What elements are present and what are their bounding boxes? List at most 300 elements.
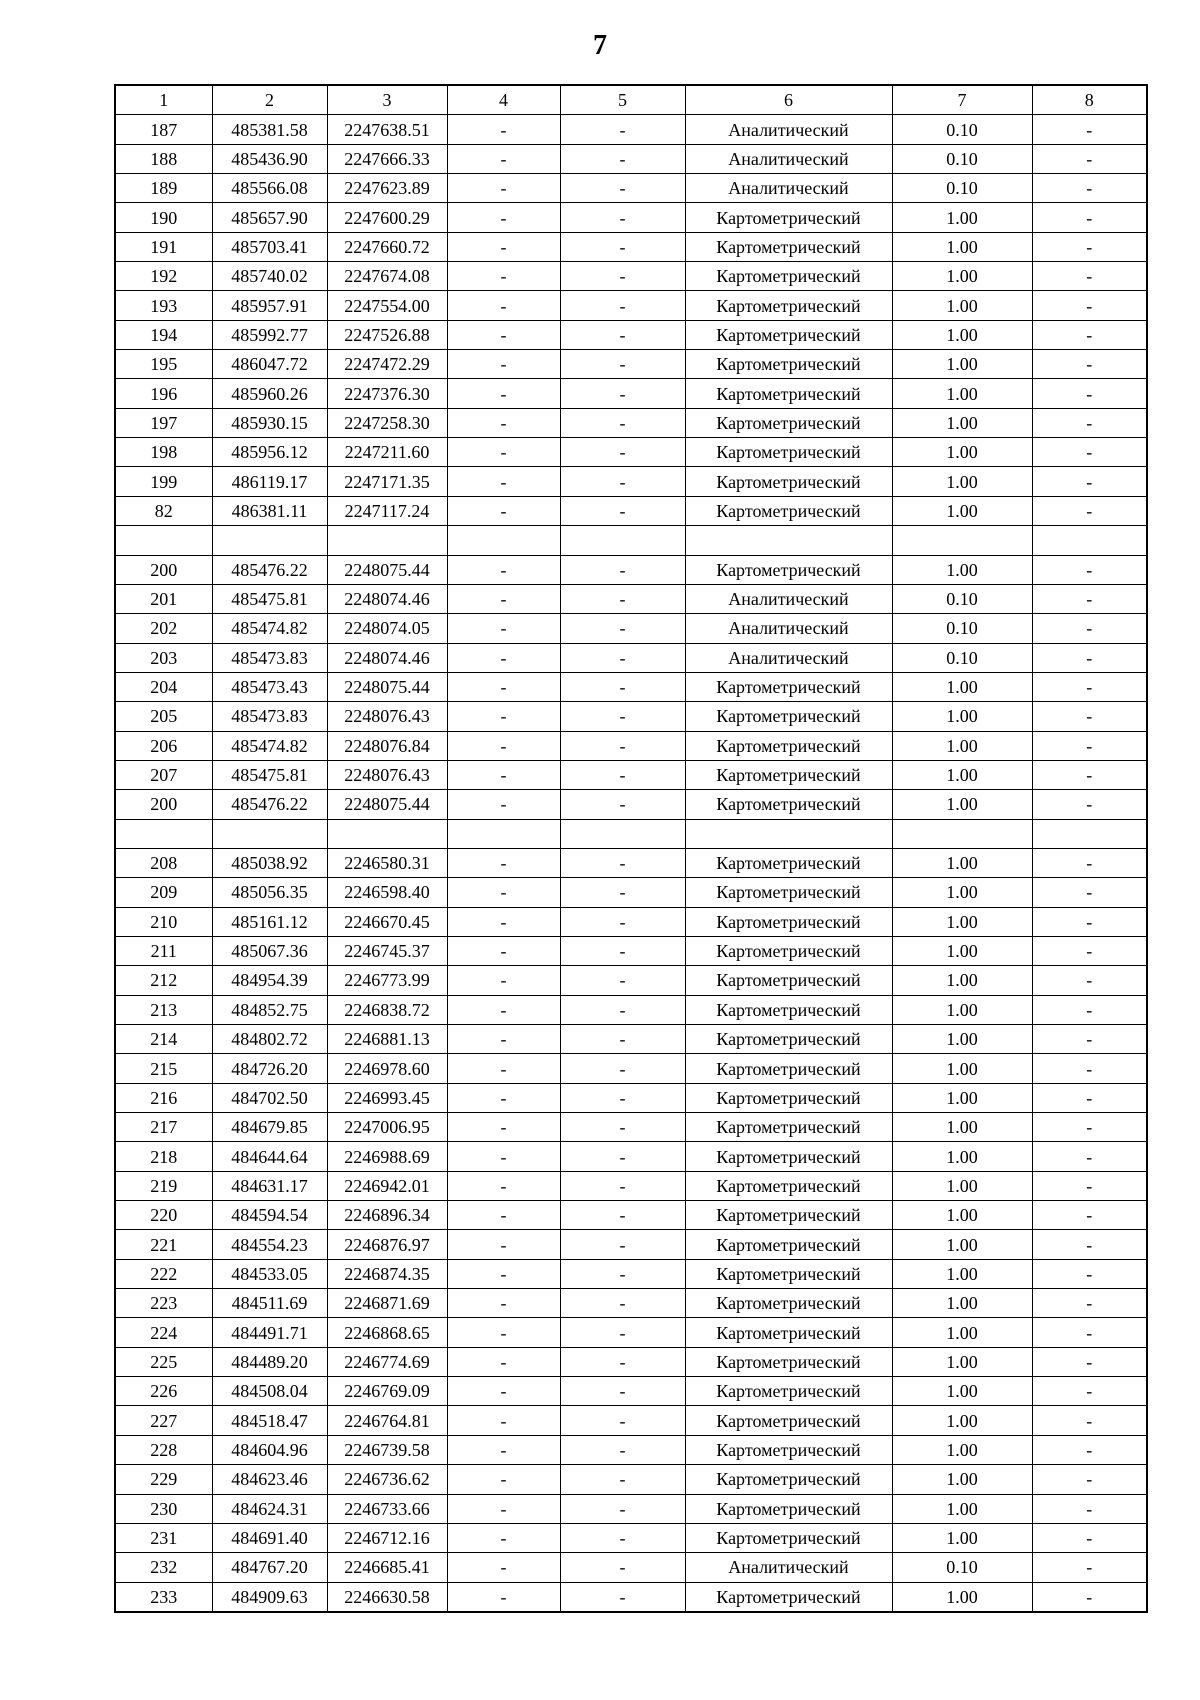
table-cell: -: [447, 760, 560, 789]
table-cell: -: [447, 1406, 560, 1435]
table-cell: -: [1032, 1494, 1147, 1523]
table-cell: -: [560, 995, 685, 1024]
table-cell: Картометрический: [685, 1054, 892, 1083]
table-cell: Картометрический: [685, 232, 892, 261]
table-cell: 1.00: [892, 1142, 1032, 1171]
table-cell: -: [1032, 438, 1147, 467]
table-cell: -: [1032, 467, 1147, 496]
table-cell: -: [1032, 350, 1147, 379]
table-cell: 484533.05: [212, 1259, 327, 1288]
table-cell: 217: [115, 1113, 212, 1142]
table-cell: 485566.08: [212, 174, 327, 203]
table-cell: 484702.50: [212, 1083, 327, 1112]
table-cell: 2246685.41: [327, 1553, 447, 1582]
table-cell: -: [560, 584, 685, 613]
table-cell: [1032, 526, 1147, 555]
table-cell: Картометрический: [685, 1025, 892, 1054]
table-cell: 484691.40: [212, 1523, 327, 1552]
table-cell: -: [1032, 320, 1147, 349]
table-cell: 2247526.88: [327, 320, 447, 349]
table-cell: -: [1032, 1259, 1147, 1288]
table-cell: 222: [115, 1259, 212, 1288]
table-cell: 2246745.37: [327, 936, 447, 965]
table-cell: -: [1032, 1025, 1147, 1054]
table-cell: [212, 526, 327, 555]
table-cell: 188: [115, 144, 212, 173]
table-row: [115, 1553, 1147, 1582]
table-cell: -: [1032, 1289, 1147, 1318]
table-cell: 485956.12: [212, 438, 327, 467]
table-row: [115, 995, 1147, 1024]
table-cell: -: [1032, 1142, 1147, 1171]
table-cell: -: [560, 1435, 685, 1464]
table-cell: -: [447, 203, 560, 232]
table-cell: 213: [115, 995, 212, 1024]
table-row: [115, 1347, 1147, 1376]
table-row: [115, 1465, 1147, 1494]
table-cell: -: [1032, 1435, 1147, 1464]
table-cell: 2248075.44: [327, 672, 447, 701]
table-cell: 0.10: [892, 144, 1032, 173]
table-cell: -: [560, 936, 685, 965]
table-cell: Картометрический: [685, 291, 892, 320]
table-cell: -: [560, 790, 685, 819]
table-cell: 204: [115, 672, 212, 701]
table-cell: -: [560, 1054, 685, 1083]
table-cell: 2248074.05: [327, 614, 447, 643]
table-row: [115, 643, 1147, 672]
table-cell: -: [447, 350, 560, 379]
table-cell: 2248076.43: [327, 702, 447, 731]
table-cell: 2247638.51: [327, 115, 447, 144]
table-cell: -: [1032, 790, 1147, 819]
table-cell: -: [447, 907, 560, 936]
table-row: [115, 1230, 1147, 1259]
table-row: [115, 936, 1147, 965]
table-row: [115, 760, 1147, 789]
table-cell: 1.00: [892, 203, 1032, 232]
table-cell: 232: [115, 1553, 212, 1582]
table-cell: 2246876.97: [327, 1230, 447, 1259]
table-cell: 216: [115, 1083, 212, 1112]
table-cell: -: [1032, 379, 1147, 408]
table-cell: -: [560, 232, 685, 261]
table-row: [115, 1113, 1147, 1142]
table-cell: 219: [115, 1171, 212, 1200]
table-cell: -: [447, 291, 560, 320]
table-cell: Картометрический: [685, 262, 892, 291]
table-cell: 484909.63: [212, 1582, 327, 1612]
table-cell: -: [1032, 614, 1147, 643]
table-cell: -: [447, 1494, 560, 1523]
table-row: [115, 1054, 1147, 1083]
table-cell: Картометрический: [685, 1230, 892, 1259]
table-cell: 229: [115, 1465, 212, 1494]
table-cell: -: [447, 144, 560, 173]
table-row: [115, 848, 1147, 877]
table-cell: 484954.39: [212, 966, 327, 995]
table-cell: -: [1032, 1083, 1147, 1112]
table-cell: -: [447, 1347, 560, 1376]
table-cell: 2247006.95: [327, 1113, 447, 1142]
table-cell: Картометрический: [685, 1142, 892, 1171]
table-cell: 484554.23: [212, 1230, 327, 1259]
table-row: [115, 232, 1147, 261]
table-cell: -: [560, 878, 685, 907]
table-cell: -: [447, 643, 560, 672]
table-cell: -: [560, 350, 685, 379]
table-row: [115, 790, 1147, 819]
table-cell: Картометрический: [685, 1494, 892, 1523]
table-cell: -: [447, 878, 560, 907]
table-row: [115, 614, 1147, 643]
table-body: [115, 115, 1147, 1612]
table-cell: 192: [115, 262, 212, 291]
table-cell: -: [1032, 1113, 1147, 1142]
table-cell: -: [560, 1230, 685, 1259]
table-cell: 2247472.29: [327, 350, 447, 379]
table-cell: 210: [115, 907, 212, 936]
table-cell: 1.00: [892, 966, 1032, 995]
table-cell: -: [1032, 1553, 1147, 1582]
table-cell: -: [447, 379, 560, 408]
table-cell: -: [1032, 907, 1147, 936]
table-cell: 2246774.69: [327, 1347, 447, 1376]
table-cell: [212, 819, 327, 848]
table-cell: -: [560, 1142, 685, 1171]
table-cell: 485161.12: [212, 907, 327, 936]
table-cell: -: [560, 262, 685, 291]
table-cell: 0.10: [892, 643, 1032, 672]
table-cell: 2248076.43: [327, 760, 447, 789]
table-cell: -: [1032, 555, 1147, 584]
table-cell: -: [447, 936, 560, 965]
table-cell: 484604.96: [212, 1435, 327, 1464]
table-cell: -: [560, 144, 685, 173]
table-cell: 1.00: [892, 350, 1032, 379]
table-cell: 209: [115, 878, 212, 907]
table-cell: 1.00: [892, 1113, 1032, 1142]
table-cell: 486047.72: [212, 350, 327, 379]
table-cell: 0.10: [892, 614, 1032, 643]
table-cell: 1.00: [892, 291, 1032, 320]
table-cell: 233: [115, 1582, 212, 1612]
table-cell: 485038.92: [212, 848, 327, 877]
table-cell: -: [447, 702, 560, 731]
table-cell: 1.00: [892, 438, 1032, 467]
table-cell: -: [560, 702, 685, 731]
table-cell: -: [1032, 232, 1147, 261]
table-cell: 1.00: [892, 672, 1032, 701]
table-cell: 484631.17: [212, 1171, 327, 1200]
table-cell: 223: [115, 1289, 212, 1318]
table-row: [115, 467, 1147, 496]
table-cell: -: [560, 731, 685, 760]
table-row: [115, 174, 1147, 203]
table-cell: -: [447, 115, 560, 144]
table-cell: Картометрический: [685, 1582, 892, 1612]
table-cell: 1.00: [892, 1259, 1032, 1288]
table-cell: 484767.20: [212, 1553, 327, 1582]
table-cell: -: [1032, 1230, 1147, 1259]
table-cell: 485474.82: [212, 731, 327, 760]
table-cell: 1.00: [892, 262, 1032, 291]
table-cell: Картометрический: [685, 936, 892, 965]
table-cell: 485476.22: [212, 555, 327, 584]
table-cell: 2247674.08: [327, 262, 447, 291]
table-cell: 485992.77: [212, 320, 327, 349]
table-cell: 1.00: [892, 1347, 1032, 1376]
table-cell: Аналитический: [685, 643, 892, 672]
table-cell: 1.00: [892, 1054, 1032, 1083]
table-row: [115, 144, 1147, 173]
table-cell: -: [560, 1318, 685, 1347]
table-cell: 1.00: [892, 1465, 1032, 1494]
table-cell: Картометрический: [685, 760, 892, 789]
table-cell: 2248074.46: [327, 643, 447, 672]
table-cell: 226: [115, 1377, 212, 1406]
table-cell: -: [1032, 1054, 1147, 1083]
table-cell: -: [447, 555, 560, 584]
table-cell: Картометрический: [685, 1465, 892, 1494]
table-cell: 484623.46: [212, 1465, 327, 1494]
table-cell: -: [560, 1377, 685, 1406]
table-cell: -: [447, 1171, 560, 1200]
table-cell: -: [1032, 584, 1147, 613]
table-cell: -: [560, 1553, 685, 1582]
table-cell: 485657.90: [212, 203, 327, 232]
table-row: [115, 702, 1147, 731]
table-cell: -: [560, 1259, 685, 1288]
column-header: 3: [327, 85, 447, 115]
table-cell: -: [447, 1025, 560, 1054]
table-cell: Картометрический: [685, 1377, 892, 1406]
table-cell: 199: [115, 467, 212, 496]
column-header: 8: [1032, 85, 1147, 115]
table-cell: 2246881.13: [327, 1025, 447, 1054]
table-cell: 203: [115, 643, 212, 672]
table-cell: -: [447, 232, 560, 261]
table-cell: 485930.15: [212, 408, 327, 437]
table-cell: 207: [115, 760, 212, 789]
table-cell: 484489.20: [212, 1347, 327, 1376]
table-row: [115, 408, 1147, 437]
table-cell: -: [1032, 702, 1147, 731]
table-cell: -: [1032, 174, 1147, 203]
table-cell: 227: [115, 1406, 212, 1435]
table-cell: -: [1032, 408, 1147, 437]
table-cell: Картометрический: [685, 907, 892, 936]
coordinates-table: [114, 84, 1148, 1613]
table-cell: -: [447, 848, 560, 877]
table-cell: -: [560, 467, 685, 496]
table-cell: 197: [115, 408, 212, 437]
table-cell: Картометрический: [685, 672, 892, 701]
table-row: [115, 1318, 1147, 1347]
table-cell: -: [447, 1142, 560, 1171]
table-cell: -: [447, 1377, 560, 1406]
table-cell: Аналитический: [685, 614, 892, 643]
table-row: [115, 1523, 1147, 1552]
table-cell: -: [1032, 1347, 1147, 1376]
table-cell: [892, 526, 1032, 555]
table-row: [115, 526, 1147, 555]
table-cell: 485381.58: [212, 115, 327, 144]
table-cell: 2247554.00: [327, 291, 447, 320]
table-cell: 1.00: [892, 907, 1032, 936]
table-cell: -: [447, 467, 560, 496]
table-cell: -: [447, 320, 560, 349]
table-cell: Картометрический: [685, 848, 892, 877]
table-row: [115, 731, 1147, 760]
table-row: [115, 1259, 1147, 1288]
table-cell: 485476.22: [212, 790, 327, 819]
table-cell: -: [560, 1523, 685, 1552]
table-cell: 200: [115, 555, 212, 584]
table-cell: 0.10: [892, 115, 1032, 144]
table-cell: -: [560, 614, 685, 643]
table-cell: Картометрический: [685, 1523, 892, 1552]
table-cell: 2246712.16: [327, 1523, 447, 1552]
column-header: 4: [447, 85, 560, 115]
table-cell: 1.00: [892, 1201, 1032, 1230]
table-cell: -: [1032, 1406, 1147, 1435]
table-cell: -: [447, 1289, 560, 1318]
table-cell: 2248075.44: [327, 555, 447, 584]
table-cell: Картометрический: [685, 1083, 892, 1112]
table-cell: 484594.54: [212, 1201, 327, 1230]
table-cell: 1.00: [892, 320, 1032, 349]
table-cell: 196: [115, 379, 212, 408]
table-cell: 484624.31: [212, 1494, 327, 1523]
table-cell: 2248074.46: [327, 584, 447, 613]
table-cell: 211: [115, 936, 212, 965]
table-cell: 484852.75: [212, 995, 327, 1024]
table-cell: Картометрический: [685, 702, 892, 731]
table-cell: 194: [115, 320, 212, 349]
table-cell: 484491.71: [212, 1318, 327, 1347]
table-cell: 206: [115, 731, 212, 760]
table-cell: 1.00: [892, 1171, 1032, 1200]
table-cell: 193: [115, 291, 212, 320]
table-cell: [560, 526, 685, 555]
table-cell: 484802.72: [212, 1025, 327, 1054]
table-row: [115, 1025, 1147, 1054]
table-cell: -: [560, 1083, 685, 1112]
table-cell: -: [447, 1553, 560, 1582]
table-row: [115, 1582, 1147, 1612]
table-cell: 231: [115, 1523, 212, 1552]
table-cell: -: [447, 1230, 560, 1259]
table-row: [115, 555, 1147, 584]
table-cell: -: [560, 438, 685, 467]
table-row: [115, 350, 1147, 379]
table-cell: -: [560, 907, 685, 936]
table-cell: -: [560, 1289, 685, 1318]
table-cell: 198: [115, 438, 212, 467]
table-cell: [327, 526, 447, 555]
table-cell: 2247660.72: [327, 232, 447, 261]
table-cell: 225: [115, 1347, 212, 1376]
table-cell: 484518.47: [212, 1406, 327, 1435]
table-cell: -: [1032, 760, 1147, 789]
table-cell: 485436.90: [212, 144, 327, 173]
table-cell: -: [560, 1347, 685, 1376]
table-cell: -: [447, 672, 560, 701]
table-cell: 205: [115, 702, 212, 731]
table-cell: 1.00: [892, 1523, 1032, 1552]
table-cell: Аналитический: [685, 584, 892, 613]
table-cell: Картометрический: [685, 467, 892, 496]
table-cell: -: [447, 262, 560, 291]
table-cell: -: [447, 1259, 560, 1288]
table-cell: -: [447, 966, 560, 995]
table-cell: 485474.82: [212, 614, 327, 643]
table-cell: -: [447, 1054, 560, 1083]
table-cell: -: [1032, 966, 1147, 995]
table-cell: 2246896.34: [327, 1201, 447, 1230]
table-cell: 1.00: [892, 790, 1032, 819]
table-cell: 0.10: [892, 1553, 1032, 1582]
table-cell: -: [560, 1201, 685, 1230]
table-cell: -: [560, 1465, 685, 1494]
table-cell: 1.00: [892, 1435, 1032, 1464]
table-cell: 2246630.58: [327, 1582, 447, 1612]
table-cell: 484726.20: [212, 1054, 327, 1083]
table-header-row: [115, 85, 1147, 115]
table-cell: -: [447, 1318, 560, 1347]
table-cell: -: [1032, 291, 1147, 320]
table-cell: 0.10: [892, 174, 1032, 203]
table-cell: 224: [115, 1318, 212, 1347]
table-cell: -: [1032, 1318, 1147, 1347]
table-cell: Аналитический: [685, 144, 892, 173]
table-cell: -: [1032, 496, 1147, 525]
table-cell: 486119.17: [212, 467, 327, 496]
table-cell: -: [1032, 848, 1147, 877]
table-cell: 1.00: [892, 408, 1032, 437]
table-cell: 1.00: [892, 702, 1032, 731]
table-row: [115, 1435, 1147, 1464]
table-cell: Картометрический: [685, 555, 892, 584]
table-cell: 2246868.65: [327, 1318, 447, 1347]
table-cell: 2247117.24: [327, 496, 447, 525]
table-row: [115, 1406, 1147, 1435]
table-row: [115, 966, 1147, 995]
table-row: [115, 115, 1147, 144]
column-header: 1: [115, 85, 212, 115]
table-cell: 2247211.60: [327, 438, 447, 467]
table-cell: -: [447, 1465, 560, 1494]
table-cell: -: [560, 966, 685, 995]
table-cell: -: [1032, 1582, 1147, 1612]
table-cell: Аналитический: [685, 1553, 892, 1582]
table-cell: -: [560, 408, 685, 437]
table-cell: 1.00: [892, 496, 1032, 525]
table-cell: -: [560, 379, 685, 408]
table-cell: Картометрический: [685, 790, 892, 819]
table-cell: -: [560, 320, 685, 349]
table-cell: Картометрический: [685, 379, 892, 408]
table-cell: 2247623.89: [327, 174, 447, 203]
table-row: [115, 1171, 1147, 1200]
table-row: [115, 1289, 1147, 1318]
table-cell: [115, 526, 212, 555]
table-cell: 485067.36: [212, 936, 327, 965]
table-cell: -: [1032, 731, 1147, 760]
table-cell: [892, 819, 1032, 848]
table-cell: 202: [115, 614, 212, 643]
